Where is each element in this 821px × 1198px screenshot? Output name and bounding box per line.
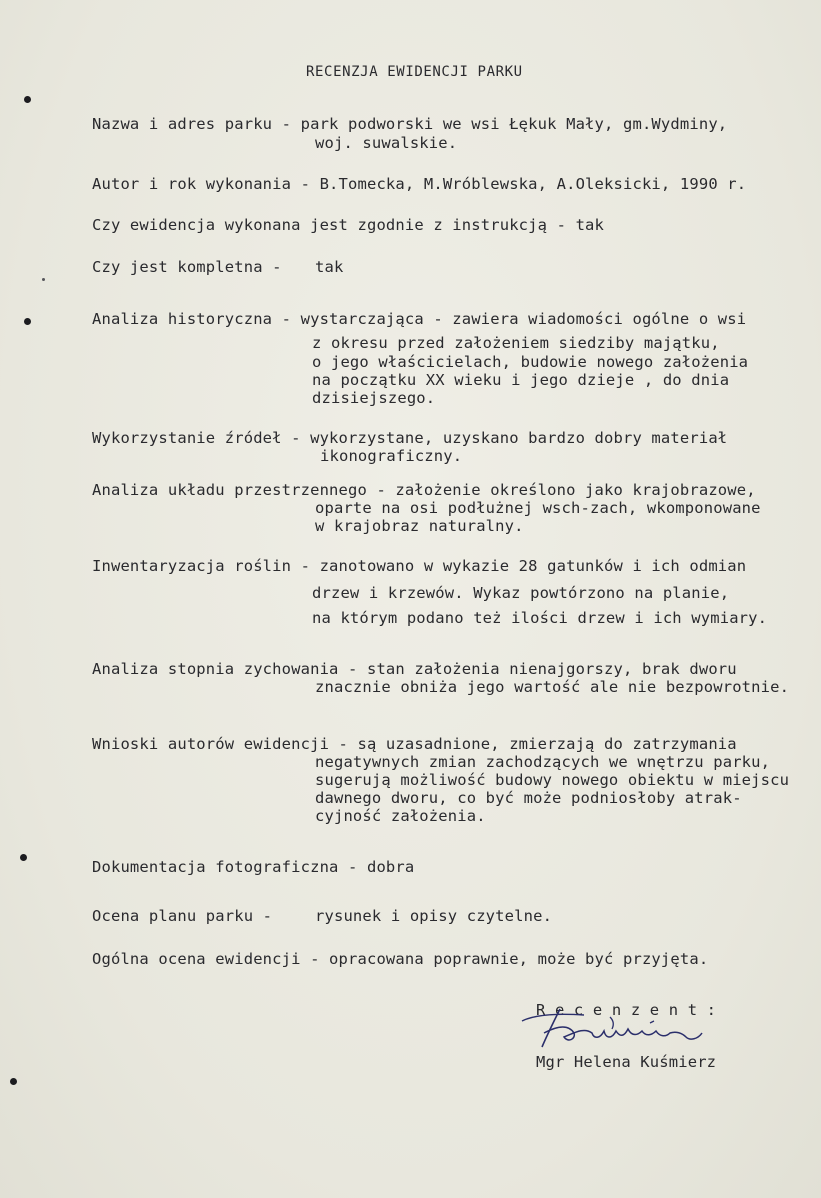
text-line: Wnioski autorów ewidencji - są uzasadnione, zmierzają do zatrzymania — [92, 735, 737, 753]
text-line: na którym podano też ilości drzew i ich wymiary. — [312, 609, 768, 627]
text-line: rysunek i opisy czytelne. — [315, 907, 553, 925]
text-line: negatywnych zmian zachodzących we wnętrzu parku, — [315, 753, 771, 771]
text-line: Analiza historyczna - wystarczająca - zawiera wiadomości ogólne o wsi — [92, 310, 747, 328]
text-line: Ocena planu parku - — [92, 907, 273, 925]
text-line: Wykorzystanie źródeł - wykorzystane, uzyskano bardzo dobry materiał — [92, 429, 728, 447]
text-line: Inwentaryzacja roślin - zanotowano w wykazie 28 gatunków i ich odmian — [92, 557, 747, 575]
text-line: woj. suwalskie. — [315, 134, 458, 152]
reviewer-name: Mgr Helena Kuśmierz — [536, 1053, 717, 1071]
punch-hole-mark — [20, 854, 27, 861]
text-line: znacznie obniża jego wartość ale nie bezpowrotnie. — [315, 678, 790, 696]
text-line: w krajobraz naturalny. — [315, 517, 524, 535]
reviewer-label: R e c e n z e n t : — [536, 1001, 717, 1019]
text-line: tak — [315, 258, 344, 276]
document-title: RECENZJA EWIDENCJI PARKU — [306, 64, 523, 80]
punch-hole-mark — [24, 318, 31, 325]
punch-hole-mark — [24, 96, 31, 103]
text-line: Autor i rok wykonania - B.Tomecka, M.Wróblewska, A.Oleksicki, 1990 r. — [92, 175, 747, 193]
text-line: Czy ewidencja wykonana jest zgodnie z instrukcją - tak — [92, 216, 605, 234]
text-line: drzew i krzewów. Wykaz powtórzono na planie, — [312, 584, 730, 602]
text-line: Analiza układu przestrzennego - założenie określono jako krajobrazowe, — [92, 481, 756, 499]
text-line: z okresu przed założeniem siedziby majątku, — [312, 334, 720, 352]
text-line: sugerują możliwość budowy nowego obiektu w miejscu — [315, 771, 790, 789]
punch-hole-mark — [10, 1078, 17, 1085]
text-line: o jego właścicielach, budowie nowego założenia — [312, 353, 749, 371]
text-line: ikonograficzny. — [320, 447, 463, 465]
text-line: Ogólna ocena ewidencji - opracowana poprawnie, może być przyjęta. — [92, 950, 709, 968]
text-line: oparte na osi podłużnej wsch-zach, wkomponowane — [315, 499, 761, 517]
handwritten-signature — [514, 1003, 710, 1051]
text-line: Nazwa i adres parku - park podworski we wsi Łękuk Mały, gm.Wydminy, — [92, 115, 728, 133]
text-line: cyjność założenia. — [315, 807, 486, 825]
text-line: na początku XX wieku i jego dzieje , do dnia — [312, 371, 730, 389]
text-line: Analiza stopnia zychowania - stan założenia nienajgorszy, brak dworu — [92, 660, 737, 678]
text-line: dzisiejszego. — [312, 389, 436, 407]
margin-tick-mark — [42, 278, 45, 281]
text-line: Dokumentacja fotograficzna - dobra — [92, 858, 415, 876]
text-line: Czy jest kompletna - — [92, 258, 282, 276]
text-line: dawnego dworu, co być może podniosłoby atrak- — [315, 789, 742, 807]
